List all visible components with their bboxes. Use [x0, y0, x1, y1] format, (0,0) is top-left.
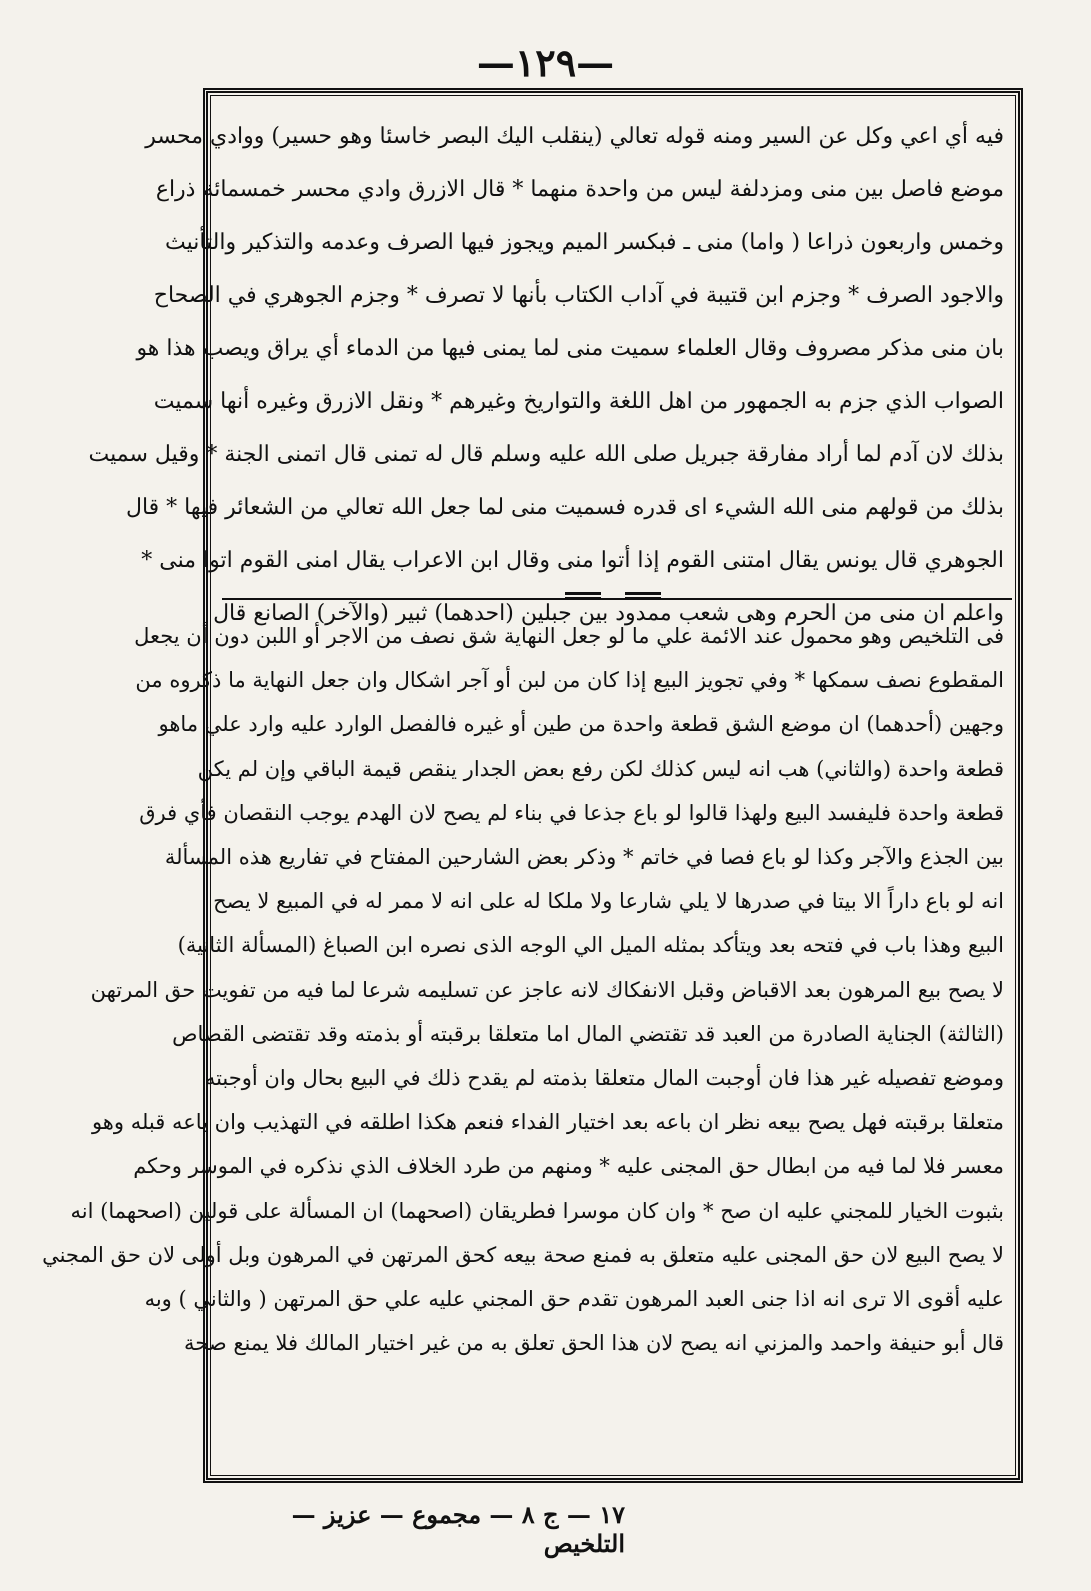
sharh-line: بين الجذع والآجر وكذا لو باع فصا في خاتم * وذكر بعض الشارحين المفتاح في تفاريع هذه المسألة — [164, 845, 1004, 870]
matn-line: فيه أي اعي وكل عن السير ومنه قوله تعالي (ينقلب اليك البصر خاسئا وهو حسير) ووادي محسر — [145, 124, 1004, 149]
page-number: —١٢٩— — [476, 40, 615, 85]
sharh-line: لا يصح بيع المرهون بعد الاقباض وقبل الانفكاك لانه عاجز عن تسليمه شرعا لما فيه من تفويت حق المرتهن — [90, 977, 1004, 1002]
page-footer-signature: ١٧ — ج ٨ — مجموع — عزيز — التلخيص — [291, 1500, 625, 1558]
sharh-line: متعلقا برقبته فهل يصح بيعه نظر ان باعه بعد اختيار الفداء فنعم هكذا اطلقه في التهذيب وان باعه قبله وهو — [91, 1110, 1004, 1135]
sharh-line: بثبوت الخيار للمجني عليه ان صح * وان كان موسرا فطريقان (اصحهما) ان المسألة على قولين (اصحهما) انه — [70, 1198, 1004, 1223]
matn-line: والاجود الصرف * وجزم ابن قتيبة في آداب الكتاب بأنها لا تصرف * وجزم الجوهري في الصحاح — [153, 283, 1004, 308]
sharh-line: قطعة واحدة (والثاني) هب انه ليس كذلك لكن رفع بعض الجدار ينقص قيمة الباقي وإن لم يكن — [197, 756, 1004, 781]
divider-ornament — [565, 592, 601, 600]
matn-line: بان منى مذكر مصروف وقال العلماء سميت منى لما يمنى فيها من الدماء أي يراق ويصب هذا هو — [136, 336, 1004, 361]
sharh-line: وموضع تفصيله غير هذا فان أوجبت المال متعلقا بذمته لم يقدح ذلك في البيع بحال وان أوجبته — [204, 1066, 1004, 1091]
matn-line: موضع فاصل بين منى ومزدلفة ليس من واحدة منهما * قال الازرق وادي محسر خمسمائة ذراع — [155, 177, 1004, 202]
sharh-line: فى التلخيص وهو محمول عند الائمة علي ما لو جعل النهاية شق نصف من الاجر أو اللبن دون أن يجعل — [134, 624, 1004, 648]
sharh-line: المقطوع نصف سمكها * وفي تجويز البيع إذا كان من لبن أو آجر اشكال وان جعل النهاية ما ذكروه من — [135, 668, 1004, 693]
matn-line: وخمس واربعون ذراعا ( واما) منى ـ فبكسر الميم ويجوز فيها الصرف وعدمه والتذكير والتأنيث — [164, 230, 1004, 255]
matn-line: الصواب الذي جزم به الجمهور من اهل اللغة والتواريخ وغيرهم * ونقل الازرق وغيره أنها سميت — [153, 389, 1004, 414]
sharh-line: البيع وهذا باب في فتحه بعد ويتأكد بمثله الميل الي الوجه الذى نصره ابن الصباغ (المسألة الثانية) — [177, 933, 1004, 958]
matn-line: واعلم ان منى من الحرم وهى شعب ممدود بين جبلين (احدهما) ثبير (والآخر) الصانع قال — [213, 601, 1004, 626]
sharh-line: عليه أقوى الا ترى انه اذا جنى العبد المرهون تقدم حق المجني عليه علي حق المرتهن ( والثاني ) وبه — [144, 1287, 1004, 1312]
matn-line: بذلك لان آدم لما أراد مفارقة جبريل صلى الله عليه وسلم قال له تمنى قال اتمنى الجنة * وقيل سميت — [88, 442, 1004, 467]
sharh-line: انه لو باع داراً الا بيتا في صدرها لا يلي شارعا ولا ملكا له على انه لا ممر له في المبيع لا يصح — [213, 889, 1004, 914]
sharh-line: قال أبو حنيفة واحمد والمزني انه يصح لان هذا الحق تعلق به من غير اختيار المالك فلا يمنع صحة — [184, 1331, 1004, 1356]
sharh-line: لا يصح البيع لان حق المجنى عليه متعلق به فمنع صحة بيعه كحق المرتهن في المرهون وبل أولى لان حق المجني — [42, 1242, 1004, 1267]
sharh-line: معسر فلا لما فيه من ابطال حق المجنى عليه * ومنهم من طرد الخلاف الذي نذكره في الموسر وحكم — [133, 1154, 1004, 1179]
matn-text — [88, 110, 1004, 640]
matn-line: بذلك من قولهم منى الله الشيء اى قدره فسميت منى لما جعل الله تعالي من الشعائر فيها * قال — [125, 495, 1004, 520]
sharh-line: وجهين (أحدهما) ان موضع الشق قطعة واحدة من طين أو غيره فالفصل الوارد عليه وارد علي ماهو — [158, 712, 1004, 737]
sharh-line: (الثالثة) الجناية الصادرة من العبد قد تقتضي المال اما متعلقا برقبته أو بذمته وقد تقتضى القصاص — [172, 1021, 1004, 1046]
section-divider — [222, 598, 1012, 600]
sharh-line: قطعة واحدة فليفسد البيع ولهذا قالوا لو باع جذعا في بناء لم يصح لان الهدم يوجب النقصان فأي فرق — [139, 800, 1004, 825]
sharh-text — [42, 614, 1004, 1365]
divider-ornament — [625, 592, 661, 600]
matn-line: الجوهري قال يونس يقال امتنى القوم إذا أتوا منى وقال ابن الاعراب يقال امنى القوم اتوا منى * — [141, 548, 1004, 573]
